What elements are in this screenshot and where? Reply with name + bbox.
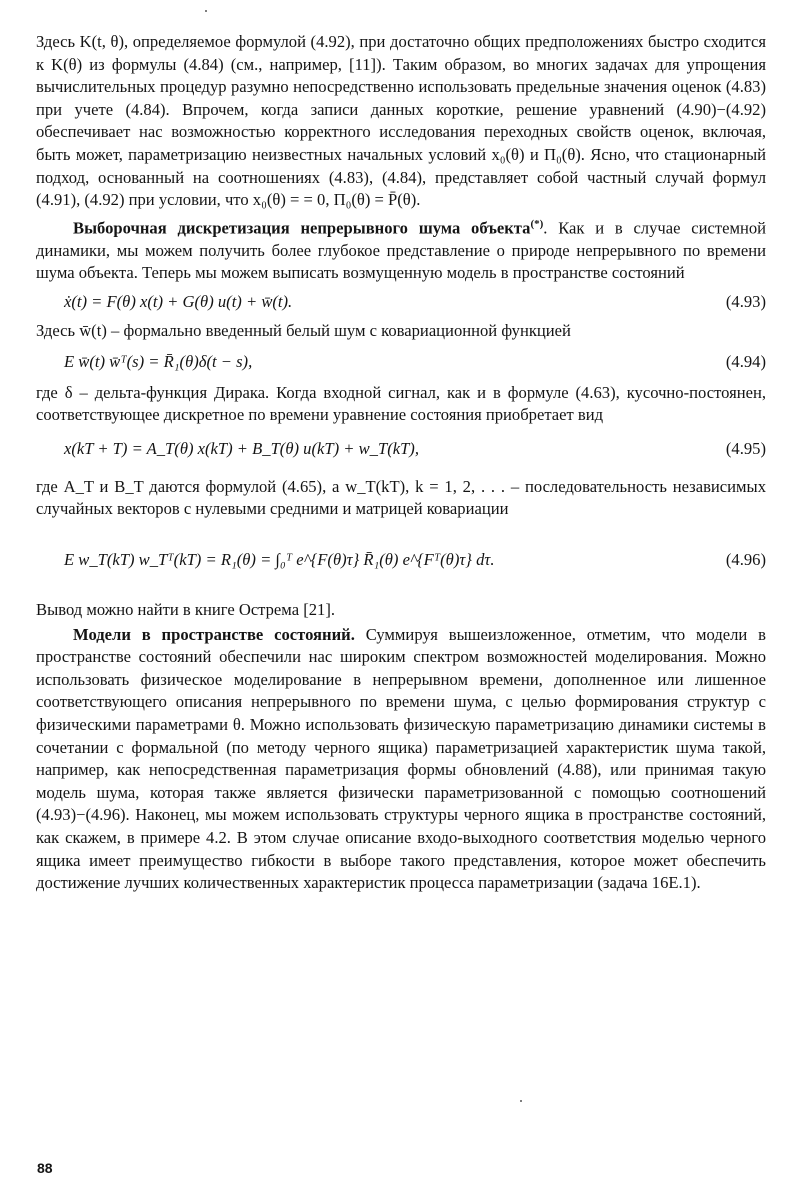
page-number: 88 bbox=[37, 1160, 53, 1176]
paragraph-2 bbox=[36, 213, 766, 285]
text-column bbox=[36, 31, 766, 895]
equation-4-95-formula: x(kT + T) = A_T(θ) x(kT) + B_T(θ) u(kT) + w_T(kT), bbox=[64, 438, 419, 458]
paragraph-6: Вывод можно найти в книге Острема [21]. bbox=[36, 600, 335, 620]
paragraph-5: где A_T и B_T даются формулой (4.65), а w_T(kT), k = 1, 2, . . . – последовательность независимых случайных векторов с нулевыми средними и матрицей ковариации bbox=[36, 476, 766, 519]
paragraph-2-body: . Как и в случае системной динамики, мы можем получить более глубокое представление о природе непрерывного по времени шума объекта. Теперь мы можем выписать возмущенную модель в пространстве состояний bbox=[36, 218, 767, 283]
paragraph-3: Здесь w̄(t) – формально введенный белый шум с ковариационной функцией bbox=[36, 321, 571, 341]
paragraph-7-heading: Модели в пространстве состояний. bbox=[73, 624, 355, 644]
paragraph-2-heading: Выборочная дискретизация непрерывного шума объекта bbox=[73, 218, 531, 238]
paragraph-1: Здесь K(t, θ), определяемое формулой (4.92), при достаточно общих предположениях быстро сходится к K(θ) из формулы (4.84) (см., например, [11]). Таким образом, во многих задачах для упрощения вычислительных процедур разумно непосредственно использовать предельные значения оценок (4.83) при учете (4.84). Впрочем, когда записи данных короткие, решение уравнений (4.90)−(4.92) обеспечивает нас возможностью корректного исследования переходных свойств оценок, включая, быть может, параметризацию неизвестных начальных условий x₀(θ) и Π₀(θ). Ясно, что стационарный подход, основанный на соотношениях (4.83), (4.84), представляет собой частный случай формул (4.91), (4.92) при условии, что x₀(θ) = = 0, Π₀(θ) = P̄(θ). bbox=[36, 32, 766, 210]
equation-4-95 bbox=[36, 435, 766, 462]
equation-4-96-formula: E w_T(kT) w_Tᵀ(kT) = R₁(θ) = ∫₀ᵀ e^{F(θ)τ} R̄₁(θ) e^{Fᵀ(θ)τ} dτ. bbox=[64, 550, 495, 570]
equation-4-93 bbox=[36, 288, 766, 315]
paragraph-7 bbox=[36, 624, 766, 895]
footnote-mark: (*) bbox=[530, 217, 544, 230]
paragraph-4: где δ – дельта-функция Дирака. Когда входной сигнал, как и в формуле (4.63), кусочно-постоянен, соответствующее дискретное по времени уравнение состояния приобретает вид bbox=[36, 382, 766, 425]
equation-4-95-number: (4.95) bbox=[725, 438, 766, 458]
equation-4-96-number: (4.96) bbox=[725, 550, 766, 570]
equation-4-94-formula: E w̄(t) w̄ᵀ(s) = R̄₁(θ)δ(t − s), bbox=[64, 351, 253, 371]
equation-4-94 bbox=[36, 348, 766, 375]
equation-4-93-number: (4.93) bbox=[725, 292, 766, 312]
scan-speck bbox=[205, 10, 207, 12]
equation-4-94-number: (4.94) bbox=[725, 351, 766, 371]
equation-4-93-formula: ẋ(t) = F(θ) x(t) + G(θ) u(t) + w̄(t). bbox=[64, 292, 293, 312]
paragraph-7-body: Суммируя вышеизложенное, отметим, что модели в пространстве состояний обеспечили нас широким спектром возможностей моделирования. Можно использовать физическое моделирование в непрерывном времени, дополненное или лишенное соответствующего описания непрерывного по времени шума, с целью формирования структур с физическими параметрами θ. Можно использовать физическую параметризацию динамики системы в сочетании с формальной (по методу черного ящика) параметризацией характеристик шума такой, например, как непосредственная параметризация формы обновлений (4.88), или принимая такую модель шума, которая также является физически параметризованной с помощью соотношений (4.93)−(4.96). Наконец, мы можем использовать структуры черного ящика в пространстве состояний, как скажем, в примере 4.2. В этом случае описание входо-выходного соответствия моделью черного ящика имеет преимущество гибкости в выборе такого представления, которое может обеспечить достижение лучших количественных характеристик процесса параметризации (задача 16Е.1). bbox=[36, 624, 766, 893]
equation-4-96 bbox=[36, 531, 766, 589]
scan-speck bbox=[520, 1100, 522, 1102]
